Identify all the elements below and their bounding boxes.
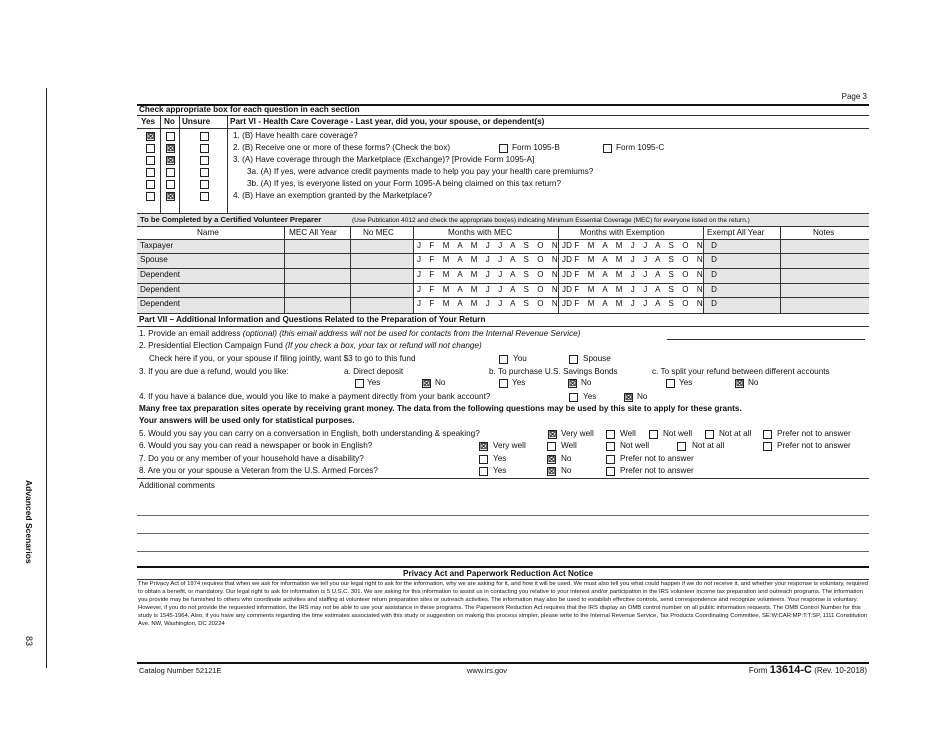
cvp-row-name: Dependent [140,299,181,308]
cvp-row-name: Spouse [140,255,168,264]
book-page-number: 83 [24,636,34,647]
q3b-no-checkbox[interactable] [166,180,175,189]
form-revision: (Rev. 10-2018) [814,666,867,675]
rule [137,326,869,327]
q8-no-label: No [561,466,572,475]
q3c-no-label: No [748,378,759,387]
spouse-checkbox[interactable] [569,355,578,364]
form-1095b-checkbox[interactable] [499,144,508,153]
part6-title: Part VI - Health Care Coverage - Last year, did you, your spouse, or dependent(s) [230,117,545,126]
q6-very-well-checkbox[interactable]: ☒ [480,442,488,451]
q3a-unsure-checkbox[interactable] [200,168,209,177]
q4-unsure-checkbox[interactable] [200,192,209,201]
q8-prefer-label: Prefer not to answer [620,466,694,475]
q4-no-checkbox[interactable]: ☒ [167,192,175,201]
q3a-no-checkbox[interactable] [166,168,175,177]
mec-months[interactable]: J F M A M J J A S O N D [417,255,575,264]
q4-yes-label: Yes [583,392,597,401]
q7-yes-checkbox[interactable] [479,455,488,464]
q5-well-label: Well [620,429,636,438]
q6-well-checkbox[interactable] [547,442,556,451]
q2-label: 2. Presidential Election Campaign Fund [139,341,283,350]
q3b-no-checkbox[interactable]: ☒ [569,379,577,388]
q7-yes-label: Yes [493,454,507,463]
q6-prefer-checkbox[interactable] [763,442,772,451]
q5-very-well-label: Very well [561,429,594,438]
page-number: Page 3 [841,92,867,101]
q2-text: 2. (B) Receive one or more of these forms? (Check the box) [233,143,451,152]
q3c-no-checkbox[interactable]: ☒ [736,379,744,388]
rule [137,313,869,314]
exemption-months[interactable]: J F M A M J J A S O N D [562,270,720,279]
q5-very-well-checkbox[interactable]: ☒ [549,430,557,439]
col-notes: Notes [813,228,835,237]
q3-unsure-checkbox[interactable] [200,156,209,165]
cvp-shade [703,239,869,313]
mec-months[interactable]: J F M A M J J A S O N D [417,241,575,250]
rule [137,128,869,129]
q3a-no-label: No [435,378,446,387]
q8-prefer-checkbox[interactable] [606,467,615,476]
q6-label: 6. Would you say you can read a newspaper or book in English? [139,441,373,450]
q3-no-checkbox[interactable]: ☒ [167,156,175,165]
q3b-yes-checkbox[interactable] [499,379,508,388]
q6-not-at-all-checkbox[interactable] [677,442,686,451]
q8-yes-checkbox[interactable] [479,467,488,476]
q1-note: (this email address will not be used for contacts from the Internal Revenue Service) [279,329,581,338]
exemption-months[interactable]: J F M A M J J A S O N D [562,299,720,308]
col-divider [160,115,161,213]
col-yes: Yes [141,117,156,126]
rule [137,297,869,298]
q5-not-at-all-label: Not at all [719,429,752,438]
part7-title: Part VII – Additional Information and Questions Related to the Preparation of Your Return [139,315,486,324]
q7-no-checkbox[interactable]: ☒ [548,455,556,464]
rule [137,115,869,116]
q6-well-label: Well [561,441,577,450]
q4-no-label: No [637,392,648,401]
form-1095c-label: Form 1095-C [616,143,665,152]
you-checkbox[interactable] [499,355,508,364]
irs-url[interactable]: www.irs.gov [467,666,508,675]
q2-line: Check here if you, or your spouse if filing jointly, want $3 to go to this fund [149,354,416,363]
rule [137,253,869,254]
section-label: Advanced Scenarios [24,480,34,564]
q8-label: 8. Are you or your spouse a Veteran from the U.S. Armed Forces? [139,466,378,475]
q3-text: 3. (A) Have coverage through the Marketplace (Exchange)? [Provide Form 1095-A] [233,155,535,164]
col-no-mec: No MEC [363,228,394,237]
q6-prefer-label: Prefer not to answer [777,441,851,450]
q3-refund-label: 3. If you are due a refund, would you like: [139,367,289,376]
q6-not-well-label: Not well [620,441,650,450]
spouse-label: Spouse [583,354,611,363]
q3c-label: c. To split your refund between different accounts [652,367,830,376]
q3a-label: a. Direct deposit [344,367,404,376]
col-unsure: Unsure [182,117,211,126]
rule [137,478,869,479]
q3c-yes-checkbox[interactable] [666,379,675,388]
q1-optional: (optional) [242,329,277,338]
q5-not-well-checkbox[interactable] [649,430,658,439]
comments-line[interactable] [137,551,869,552]
q3b-label: b. To purchase U.S. Savings Bonds [489,367,618,376]
col-mec-all-year: MEC All Year [289,228,337,237]
cvp-row-name: Dependent [140,270,181,279]
q1-yes-checkbox[interactable]: ☒ [147,132,155,141]
form-1095c-checkbox[interactable] [603,144,612,153]
privacy-body: The Privacy Act of 1974 requires that when we ask for information we tell you our legal right to ask for the information, why we are asking for it, and how it will be used. We must also tell you what could happen if we do not receive it, and whether your response is voluntary, required to obtain a benefit, or mandatory. Our legal right to ask for information is 5 U.S.C. 301. We are asking for this information to assist us in contacting you relative to your interest and/or participation in the IRS volunteer income tax preparation and outreach programs. The information you provide may be furnished to others who coordinate activities and staffing at volunteer return preparation sites or outreach activities. The information may also be used to establish effective controls, send correspondence and recognize volunteers. Your response is voluntary. However, if you do not provide the requested information, the IRS may not be able to use your assistance in these programs. The Paperwork Reduction Act requires that the IRS display an OMB control number on all public information requests. The OMB Control Number for this study is 1545-1964. Also, if you have any comments regarding the time estimates associated with this study or suggestion on making this process simpler, please write to the Internal Revenue Service, Tax Products Coordinating Committee, SE:W:CAR:MP:T:T:SP, 1111 Constitution Ave. NW, Washington, DC 20224 [138,581,868,627]
q3a-no-checkbox[interactable]: ☒ [423,379,431,388]
cvp-row-name: Dependent [140,285,181,294]
q7-prefer-checkbox[interactable] [606,455,615,464]
rule [137,283,869,284]
q2-no-checkbox[interactable]: ☒ [167,144,175,153]
q3b-unsure-checkbox[interactable] [200,180,209,189]
cvp-row-name: Taxpayer [140,241,174,250]
q4-no-checkbox[interactable]: ☒ [625,393,633,402]
comments-line[interactable] [137,533,869,534]
col-exempt-all-year: Exempt All Year [707,228,765,237]
col-no: No [164,117,175,126]
q3a-yes-checkbox[interactable] [146,168,155,177]
comments-label: Additional comments [139,481,215,490]
q5-prefer-label: Prefer not to answer [777,429,851,438]
q3b-text: 3b. (A) If yes, is everyone listed on your Form 1095-A being claimed on this tax return? [247,179,562,188]
comments-line[interactable] [137,515,869,516]
q7-no-label: No [561,454,572,463]
col-months-mec: Months with MEC [448,228,513,237]
rule [137,566,869,568]
rule [137,268,869,269]
rule [137,579,869,580]
email-input[interactable] [667,339,865,340]
q3a-yes-checkbox[interactable] [355,379,364,388]
q3c-yes-label: Yes [679,378,693,387]
instruction: Check appropriate box for each question in each section [139,105,360,114]
you-label: You [513,354,527,363]
rule [137,226,869,227]
q6-not-at-all-label: Not at all [692,441,725,450]
q6-very-well-label: Very well [493,441,526,450]
q4-yes-checkbox[interactable] [569,393,578,402]
col-divider [227,115,228,213]
q3a-yes-label: Yes [367,378,381,387]
q5-not-at-all-checkbox[interactable] [705,430,714,439]
q5-prefer-checkbox[interactable] [763,430,772,439]
q7-label: 7. Do you or any member of your household have a disability? [139,454,364,463]
q2-unsure-checkbox[interactable] [200,144,209,153]
grant-note-2: Your answers will be used only for statistical purposes. [139,416,355,425]
q1-no-checkbox[interactable] [166,132,175,141]
q6-not-well-checkbox[interactable] [606,442,615,451]
q1-unsure-checkbox[interactable] [200,132,209,141]
form-number: 13614-C [769,664,812,676]
cvp-title: To be Completed by a Certified Volunteer Preparer [140,215,322,224]
mec-months[interactable]: J F M A M J J A S O N D [417,270,575,279]
exemption-months[interactable]: J F M A M J J A S O N D [562,255,720,264]
q4-text: 4. (B) Have an exemption granted by the Marketplace? [233,191,432,200]
catalog-number: Catalog Number 52121E [139,666,222,675]
col-name: Name [197,228,219,237]
privacy-title: Privacy Act and Paperwork Reduction Act Notice [403,569,594,578]
q3b-yes-checkbox[interactable] [146,180,155,189]
q3b-yes-label: Yes [512,378,526,387]
q3a-text: 3a. (A) If yes, were advance credit payments made to help you pay your health care premiums? [247,167,594,176]
q1-email-label [139,329,580,339]
exemption-months[interactable]: J F M A M J J A S O N D [562,285,720,294]
mec-months[interactable]: J F M A M J J A S O N D [417,285,575,294]
q8-yes-label: Yes [493,466,507,475]
cvp-note: (Use Publication 4012 and check the appropriate box(es) indicating Minimum Essential Coverage (MEC) for everyone listed on the return.) [352,216,750,224]
form-id [749,664,867,676]
form-prefix: Form [748,666,768,675]
margin-rule [46,88,47,668]
q2-note: (If you check a box, your tax or refund will not change) [285,341,482,350]
q4-balance-label: 4. If you have a balance due, would you like to make a payment directly from your bank account? [139,392,491,401]
exemption-months[interactable]: J F M A M J J A S O N D [562,241,720,250]
col-months-exemption: Months with Exemption [580,228,665,237]
mec-months[interactable]: J F M A M J J A S O N D [417,299,575,308]
q7-prefer-label: Prefer not to answer [620,454,694,463]
q1-label: 1. Provide an email address [139,329,241,338]
q2-yes-checkbox[interactable] [146,144,155,153]
q4-yes-checkbox[interactable] [146,192,155,201]
q8-no-checkbox[interactable]: ☒ [548,467,556,476]
q3-yes-checkbox[interactable] [146,156,155,165]
col-divider [179,115,180,213]
q5-not-well-label: Not well [663,429,693,438]
q5-well-checkbox[interactable] [606,430,615,439]
q3b-no-label: No [581,378,592,387]
rule [137,239,869,240]
q5-label: 5. Would you say you can carry on a conversation in English, both understanding & speaking? [139,429,480,438]
q2-campaign-label [139,341,482,351]
form-1095b-label: Form 1095-B [512,143,560,152]
grant-note-1: Many free tax preparation sites operate by receiving grant money. The data from the following questions may be used by this site to apply for these grants. [139,404,742,413]
q1-text: 1. (B) Have health care coverage? [233,131,358,140]
